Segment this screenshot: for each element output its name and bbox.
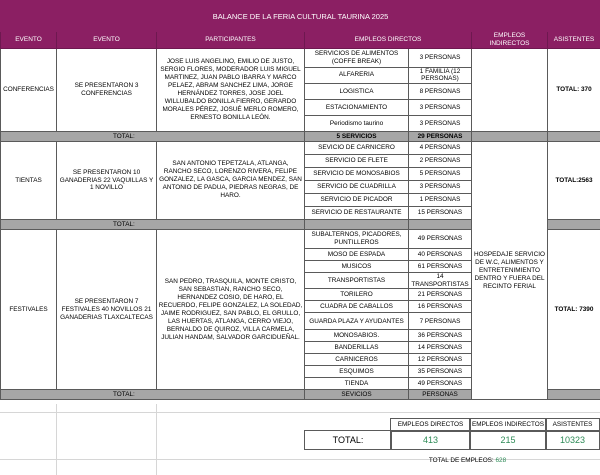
job-count: 61 PERSONAS [409,260,472,272]
summary-header-asistentes: ASISTENTES [545,418,600,432]
job-count: 7 PERSONAS [409,313,472,330]
total-empleos-label: TOTAL DE EMPLEOS: [428,457,494,464]
job-role: Periodismo taurino [305,115,409,131]
summary-header-directos: EMPLEOS DIRECTOS [390,418,471,432]
job-count: 3 PERSONAS [409,48,472,67]
job-role: TIENDA [305,378,409,390]
total-label: TOTAL: [1,390,305,400]
gridline [156,404,157,475]
job-role: ESTACIONAMIENTO [305,99,409,115]
job-count: 4 PERSONAS [409,141,472,154]
attendance-tientas: TOTAL:2563 [548,141,600,219]
job-count: 15 PERSONAS [409,206,472,219]
header-evento: EVENTO [1,32,57,49]
job-role: SERVICIO DE CUADRILLA [305,180,409,193]
job-count: 36 PERSONAS [409,330,472,342]
job-count: 3 PERSONAS [409,115,472,131]
job-count: 21 PERSONAS [409,289,472,301]
job-count: 14 TRANSPORTISTAS [409,272,472,288]
job-role: SUBALTERNOS, PICADORES, PUNTILLEROS [305,229,409,248]
gridline [56,404,57,475]
job-role: GUARDA PLAZA Y AYUDANTES [305,313,409,330]
total-persons: PERSONAS [409,390,472,400]
job-role: SERVICIO DE FLETE [305,154,409,167]
job-count: 1 FAMILIA (12 PERSONAS) [409,67,472,83]
job-role: BANDERILLAS [305,342,409,354]
summary-indirectos-value: 215 [469,430,547,450]
total-empleos [390,455,545,467]
job-role: ALFARERIA [305,67,409,83]
participants-conferencias: JOSE LUIS ANGELINO, EMILIO DE JUSTO, SERGIO FLORES, MODERADOR LUIS MIGUEL MARTINEZ, JUAN PABLO IBARRA Y MARCO PELAEZ, ABRAM SANCHEZ LIMA, JORGE HERNÁNDEZ TORRES, JOSE JOEL WILLUBALDO BONILLA FIERRO, GERARDO MORALES PÉREZ, JOSUÉ MERLO ROMERO, ERNESTO BONILLA LEÓN. [157,48,305,131]
job-count: 35 PERSONAS [409,366,472,378]
job-count: 8 PERSONAS [409,83,472,99]
job-role: CARNICEROS [305,354,409,366]
total-asistentes-cell [548,390,600,400]
event-desc-conferencias: SE PRESENTARON 3 CONFERENCIAS [57,48,157,131]
job-role: TRANSPORTISTAS [305,272,409,288]
summary-header-indirectos: EMPLEOS INDIRECTOS [469,418,547,432]
event-name-festivales: FESTIVALES [1,229,57,389]
job-role: LOGISTICA [305,83,409,99]
total-label: TOTAL: [1,219,305,229]
event-name-tientas: TIENTAS [1,141,57,219]
total-label: TOTAL: [1,131,305,141]
header-participantes: PARTICIPANTES [157,32,305,49]
total-asistentes-cell [548,219,600,229]
header-evento-desc: EVENTO [57,32,157,49]
total-empleos-value: 628 [495,457,507,464]
job-role: SERVICIO DE MONOSABIOS [305,167,409,180]
total-indirectos-cell [472,131,548,141]
job-role: CUADRA DE CABALLOS [305,301,409,313]
job-count: 40 PERSONAS [409,248,472,260]
job-count: 49 PERSONAS [409,229,472,248]
header-empleos-directos: EMPLEOS DIRECTOS [305,32,472,49]
job-count: 14 PERSONAS [409,342,472,354]
job-role: ESQUIMOS [305,366,409,378]
job-count: 1 PERSONAS [409,193,472,206]
participants-festivales: SAN PEDRO, TRASQUILA, MONTE CRISTO, SAN SEBASTIAN, RANCHO SECO, HERNANDEZ COSIO, DE HARO, EL RECUERDO, FELIPE GONZALEZ, LA SOLEDAD, JAIME RODRIGUEZ, SAN PABLO, EL GRULLO, LAS HUERTAS, ATLANGA, CERRO VIEJO, BERNALDO DE QUIROZ, VILLA CARMELA, JULIAN HANDAM, SALVADOR GARCIDUEÑAL. [157,229,305,389]
gridline [0,412,600,413]
job-role: SERVICIO DE RESTAURANTE [305,206,409,219]
total-persons [409,219,472,229]
indirectos-conferencias [472,48,548,131]
participants-tientas: SAN ANTONIO TEPETZALA, ATLANGA, RANCHO SECO, LORENZO RIVERA, FELIPE GONZALEZ, LA GASCA, GARCIA MENDEZ, SAN ANTONIO DE PADUA, PIEDRAS NEGRAS, DE HARO. [157,141,305,219]
summary-total-label: TOTAL: [304,430,392,450]
job-role: SERVICIOS DE ALIMENTOS (COFFE BREAK) [305,48,409,67]
job-count: 2 PERSONAS [409,154,472,167]
event-desc-festivales: SE PRESENTARON 7 FESTIVALES 40 NOVILLOS 21 GANADERIAS TLAXCALTECAS [57,229,157,389]
header-empleos-indirectos: EMPLEOS INDIRECTOS [472,32,548,49]
total-services: SEVICIOS [305,390,409,400]
job-count: 3 PERSONAS [409,180,472,193]
total-services: 5 SERVICIOS [305,131,409,141]
job-count: 3 PERSONAS [409,99,472,115]
job-count: 49 PERSONAS [409,378,472,390]
job-count: 12 PERSONAS [409,354,472,366]
total-persons: 29 PERSONAS [409,131,472,141]
summary-asistentes-value: 10323 [545,430,600,450]
job-role: MUSICOS [305,260,409,272]
job-role: MONOSABIOS. [305,330,409,342]
indirectos-text: HOSPEDAJE SERVICIO DE W.C, ALIMENTOS Y ENTRETENIMIENTO DENTRO Y FUERA DEL RECINTO FERIAL [472,141,548,399]
total-asistentes-cell [548,131,600,141]
job-role: MOSO DE ESPADA [305,248,409,260]
job-count: 5 PERSONAS [409,167,472,180]
total-services [305,219,409,229]
event-name-conferencias: CONFERENCIAS [1,48,57,131]
job-role: TORILERO [305,289,409,301]
header-asistentes: ASISTENTES [548,32,600,49]
summary-area [0,404,600,475]
attendance-festivales: TOTAL: 7390 [548,229,600,389]
event-desc-tientas: SE PRESENTARON 10 GANADERIAS 22 VAQUILLAS Y 1 NOVILLO [57,141,157,219]
sheet-title: BALANCE DE LA FERIA CULTURAL TAURINA 2025 [1,1,600,32]
job-role: SEVICIO DE CARNICERO [305,141,409,154]
job-role: SERVICIO DE PICADOR [305,193,409,206]
attendance-conferencias: TOTAL: 370 [548,48,600,131]
summary-directos-value: 413 [390,430,471,450]
total-row-conferencias [1,131,600,141]
job-count: 16 PERSONAS [409,301,472,313]
